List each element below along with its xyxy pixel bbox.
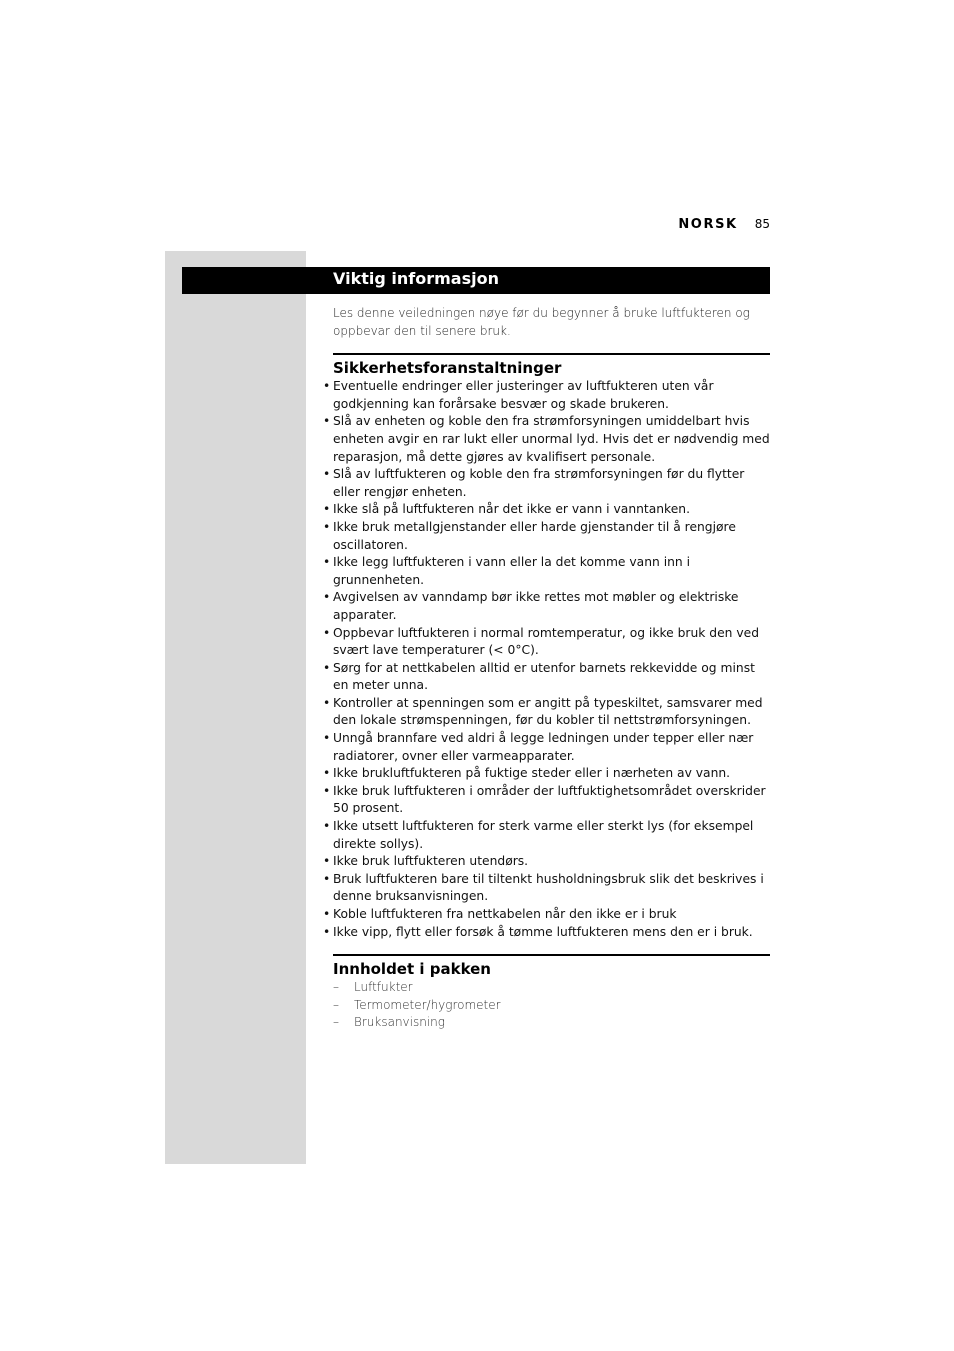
- contents-list: [333, 979, 770, 1032]
- language-label: NORSK: [678, 217, 738, 232]
- list-item: • Unngå brannfare ved aldri å legge ledningen under tepper eller nær radiatorer, ovner eller varmeapparater.: [333, 730, 770, 765]
- safety-section: [333, 353, 770, 941]
- list-item: – Luftfukter: [333, 979, 770, 997]
- page-number: 85: [754, 217, 770, 231]
- list-item: – Bruksanvisning: [333, 1014, 770, 1032]
- list-item: • Ikke slå på luftfukteren når det ikke er vann i vanntanken.: [333, 501, 770, 519]
- list-item: • Ikke bruk luftfukteren i områder der luftfuktighetsområdet overskrider 50 prosent.: [333, 783, 770, 818]
- safety-list: [333, 378, 770, 941]
- list-item: • Ikke bruk metallgjenstander eller harde gjenstander til å rengjøre oscillatoren.: [333, 519, 770, 554]
- list-item: • Oppbevar luftfukteren i normal romtemperatur, og ikke bruk den ved svært lave temperaturer (< 0°C).: [333, 625, 770, 660]
- list-item: • Slå av enheten og koble den fra strømforsyningen umiddelbart hvis enheten avgir en rar lukt eller unormal lyd. Hvis det er nødvendig med reparasjon, må dette gjøres av kvalifisert personale.: [333, 413, 770, 466]
- list-item: – Termometer/hygrometer: [333, 997, 770, 1015]
- page-title: Viktig informasjon: [333, 269, 499, 288]
- list-item: • Bruk luftfukteren bare til tiltenkt husholdningsbruk slik det beskrives i denne bruksanvisningen.: [333, 871, 770, 906]
- list-item: • Ikke bruk luftfukteren utendørs.: [333, 853, 770, 871]
- title-bar: [182, 267, 770, 294]
- list-item: • Ikke utsett luftfukteren for sterk varme eller sterkt lys (for eksempel direkte sollys).: [333, 818, 770, 853]
- list-item: • Koble luftfukteren fra nettkabelen når den ikke er i bruk: [333, 906, 770, 924]
- safety-heading: Sikkerhetsforanstaltninger: [333, 359, 562, 378]
- list-item: • Kontroller at spenningen som er angitt på typeskiltet, samsvarer med den lokale strømspenningen, før du kobler til nettstrømforsyningen.: [333, 695, 770, 730]
- main-content: [333, 305, 770, 1032]
- page-header: [678, 217, 770, 232]
- list-item: • Eventuelle endringer eller justeringer av luftfukteren uten vår godkjenning kan forårsake besvær og skade brukeren.: [333, 378, 770, 413]
- margin-gray-band: [165, 251, 306, 1164]
- list-item: • Avgivelsen av vanndamp bør ikke rettes mot møbler og elektriske apparater.: [333, 589, 770, 624]
- list-item: • Ikke vipp, flytt eller forsøk å tømme luftfukteren mens den er i bruk.: [333, 924, 770, 942]
- intro-paragraph: Les denne veiledningen nøye før du begynner å bruke luftfukteren og oppbevar den til senere bruk.: [333, 306, 750, 338]
- list-item: • Slå av luftfukteren og koble den fra strømforsyningen før du flytter eller rengjør enheten.: [333, 466, 770, 501]
- list-item: • Ikke legg luftfukteren i vann eller la det komme vann inn i grunnenheten.: [333, 554, 770, 589]
- contents-section: [333, 954, 770, 1032]
- list-item: • Ikke brukluftfukteren på fuktige steder eller i nærheten av vann.: [333, 765, 770, 783]
- contents-heading: Innholdet i pakken: [333, 960, 491, 979]
- list-item: • Sørg for at nettkabelen alltid er utenfor barnets rekkevidde og minst en meter unna.: [333, 660, 770, 695]
